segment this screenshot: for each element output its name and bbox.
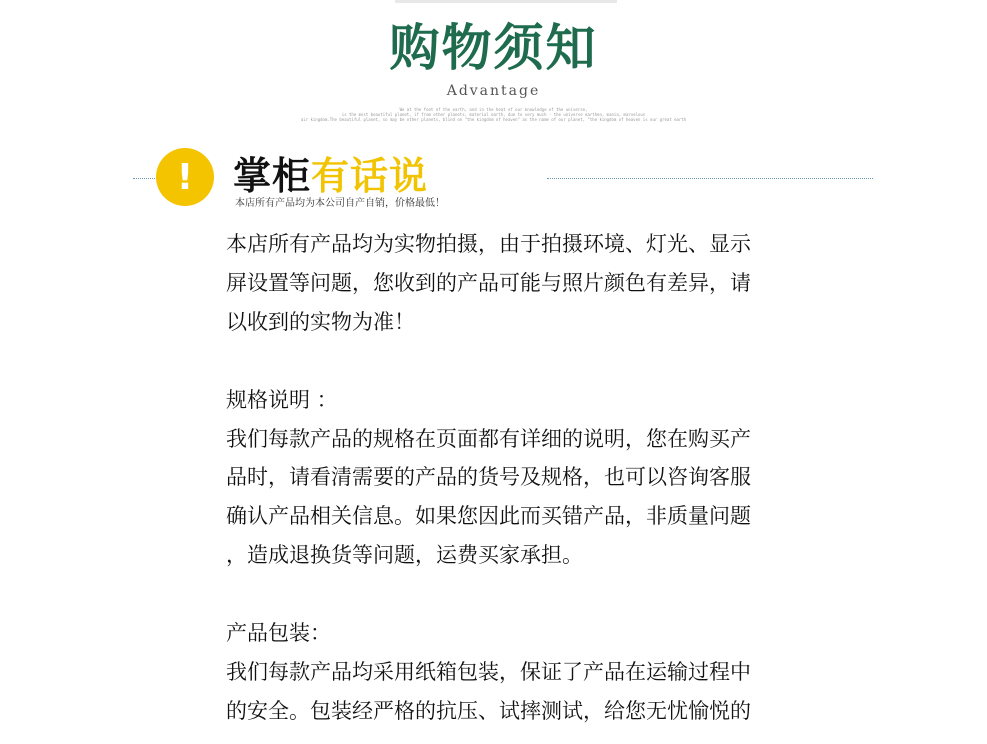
text-line: 品时，请看清需要的产品的货号及规格，也可以咨询客服 <box>226 465 751 490</box>
text-line: 我们每款产品的规格在页面都有详细的说明，您在购买产 <box>226 426 751 451</box>
text-line: 确认产品相关信息。如果您因此而买错产品，非质量问题 <box>226 504 751 529</box>
page-title: 购物须知 <box>389 18 598 77</box>
spec-section <box>226 381 826 576</box>
dotted-divider-right <box>547 178 873 179</box>
notice-body <box>226 225 826 731</box>
text-line: 以收到的实物为准！ <box>226 309 415 334</box>
intro-paragraph <box>226 225 826 342</box>
notice-heading <box>233 145 428 200</box>
text-line: ，造成退换货等问题，运费买家承担。 <box>226 543 583 568</box>
decorative-text-line: is the most beautiful planet, if from other planets, material earth, due to very much - the universe earthen, mania, marvelous <box>341 112 646 117</box>
notice-heading-part2: 有话说 <box>311 154 429 198</box>
top-decor-strip <box>395 0 617 3</box>
section-heading: 规格说明 ： <box>226 387 338 412</box>
page-subtitle: Advantage <box>446 83 541 99</box>
text-line: 本店所有产品均为实物拍摄，由于拍摄环境、灯光、显示 <box>226 232 751 256</box>
decorative-small-text <box>0 107 987 122</box>
text-line: 我们每款产品均采用纸箱包装，保证了产品在运输过程中 <box>226 659 751 684</box>
text-line: 屏设置等问题，您收到的产品可能与照片颜色有差异，请 <box>226 270 751 295</box>
decorative-text-line: air kingdom.The beautiful planet, so may be other planets, blind on "the kingdom of heaven" as the name of our planet, "the kingdom of heaven is our great earth <box>300 117 687 122</box>
packaging-section <box>226 614 826 731</box>
section-heading: 产品包装： <box>226 621 331 646</box>
exclamation-icon: ! <box>156 148 214 206</box>
decorative-text-line: We at the foot of the earth, and in the heat of our knowledge of the universe, <box>399 107 588 112</box>
notice-heading-part1: 掌柜 <box>233 154 312 198</box>
notice-subtitle: 本店所有产品均为本公司自产自销，价格最低！ <box>235 198 445 209</box>
text-line: 的安全。包装经严格的抗压、试摔测试，给您无忧愉悦的 <box>226 698 751 723</box>
